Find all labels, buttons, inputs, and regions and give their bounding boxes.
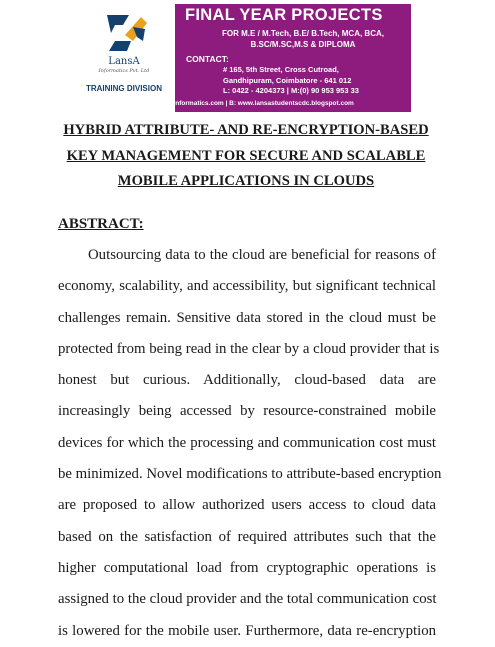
logo-panel bbox=[73, 4, 175, 112]
abstract-line: assigned to the cloud provider and the total communication cost bbox=[58, 591, 437, 608]
abstract-line: challenges remain. Sensitive data stored in the cloud must be bbox=[58, 309, 436, 326]
abstract-line: be minimized. Novel modifications to attribute-based encryption bbox=[58, 466, 442, 483]
contact-address-2: Gandhipuram, Coimbatore - 641 012 bbox=[223, 75, 352, 85]
contact-details bbox=[223, 65, 409, 97]
title-line-2: KEY MANAGEMENT FOR SECURE AND SCALABLE bbox=[66, 147, 426, 164]
abstract-line: devices for which the processing and communication cost must bbox=[58, 434, 436, 451]
courses-line-1: FOR M.E / M.Tech, B.E/ B.Tech, MCA, BCA, bbox=[222, 29, 384, 38]
banner-web-links: W: www.lansainformatics.com | B: www.lansastudentscdc.blogspot.com bbox=[130, 100, 354, 107]
title-line-3: MOBILE APPLICATIONS IN CLOUDS bbox=[117, 173, 375, 189]
lansa-logo-icon bbox=[103, 11, 149, 55]
abstract-line: is lowered for the mobile user. Furthermore, data re-encryption bbox=[58, 622, 436, 639]
abstract-line: honest but curious. Additionally, cloud-based data are bbox=[58, 372, 436, 389]
logo-name: LansA bbox=[108, 56, 140, 67]
header-banner bbox=[73, 4, 411, 112]
abstract-heading: ABSTRACT: bbox=[58, 216, 144, 232]
abstract-line: Outsourcing data to the cloud are beneficial for reasons of bbox=[88, 247, 436, 263]
title-line-1: HYBRID ATTRIBUTE- AND RE-ENCRYPTION-BASED bbox=[63, 122, 429, 138]
logo-subtitle: Informatics Pvt. Ltd bbox=[98, 68, 150, 74]
abstract-line: higher computational load from cryptographic operations is bbox=[58, 559, 436, 576]
banner-courses bbox=[197, 28, 409, 50]
abstract-line: increasingly being accessed by resource-constrained mobile bbox=[58, 403, 436, 420]
banner-title: FINAL YEAR PROJECTS bbox=[185, 6, 383, 24]
document-title bbox=[56, 118, 436, 195]
contact-heading: CONTACT: bbox=[186, 54, 229, 64]
training-division-label: TRAINING DIVISION bbox=[85, 84, 162, 93]
contact-address-1: # 165, 5th Street, Cross Cutroad, bbox=[223, 65, 339, 74]
courses-line-2: B.SC/M.SC,M.S & DIPLOMA bbox=[250, 40, 356, 49]
abstract-paragraph bbox=[58, 240, 442, 647]
abstract-line: economy, scalability, and accessibility, but significant technical bbox=[58, 278, 436, 295]
abstract-line: protected from being read in the clear by a cloud provider that is bbox=[58, 340, 440, 357]
abstract-line: are proposed to allow authorized users access to cloud data bbox=[58, 497, 436, 514]
abstract-line: based on the satisfaction of required attributes such that the bbox=[58, 528, 436, 545]
contact-phone: L: 0422 - 4204373 | M:(0) 90 953 953 33 bbox=[223, 86, 359, 95]
